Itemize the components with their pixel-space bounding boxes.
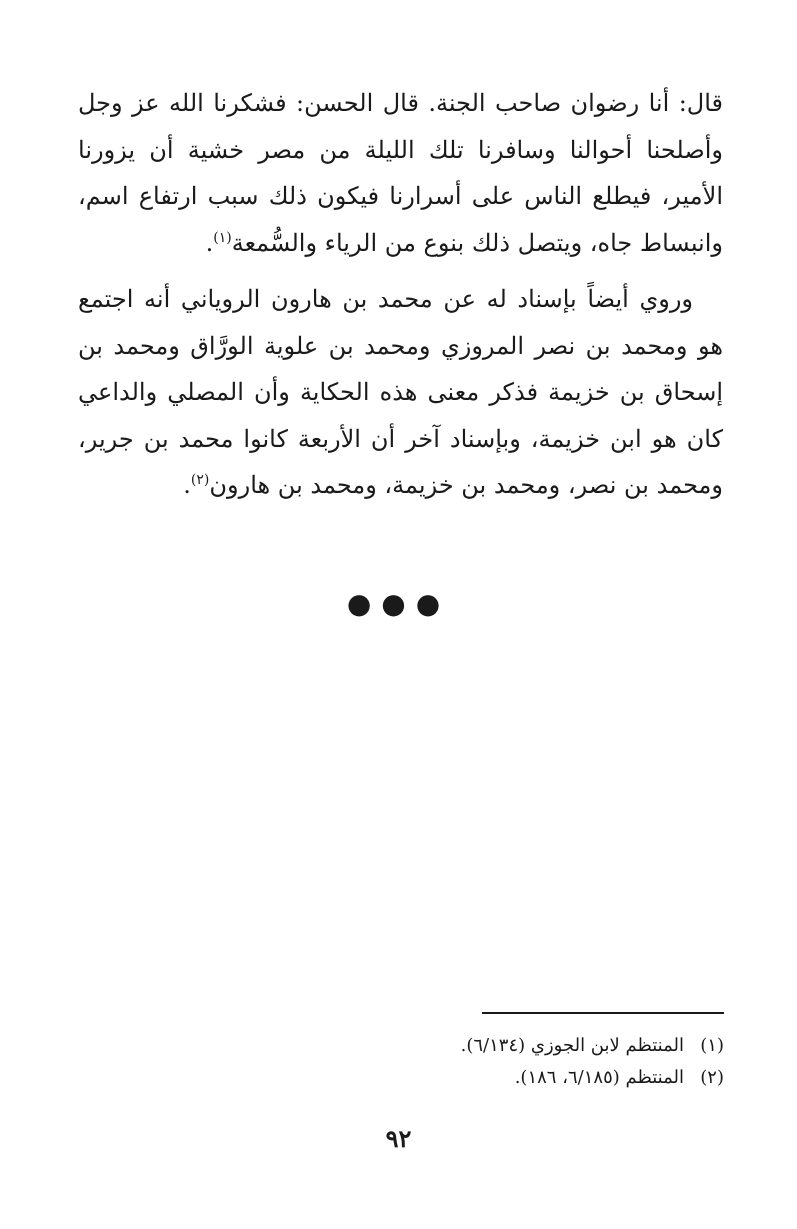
- footnote-1-text: المنتظم لابن الجوزي (٦/١٣٤).: [460, 1035, 684, 1056]
- footnote-1-number: (١): [700, 1035, 724, 1056]
- body-text: [78, 80, 723, 509]
- section-separator: ●●●: [346, 587, 451, 620]
- footnote-ref-1: (١): [213, 229, 232, 246]
- footnote-2: [300, 1062, 724, 1094]
- paragraph-2: [78, 276, 723, 509]
- footnote-ref-2: (٢): [190, 472, 210, 488]
- paragraph-2-text: وروي أيضاً بإسناد له عن محمد بن هارون الروياني أنه اجتمع هو ومحمد بن نصر المروزي ومحمد بن علوية الورَّاق ومحمد بن إسحاق بن خزيمة فذكر معنى هذه الحكاية وأن المصلي والداعي كان هو ابن خزيمة، وبإسناد آخر أن الأربعة كانوا محمد بن جرير، ومحمد بن نصر، ومحمد بن خزيمة، ومحمد بن هارون: [78, 285, 723, 499]
- footnotes: [300, 1030, 724, 1094]
- paragraph-1-end: .: [205, 228, 214, 257]
- footnote-1: [300, 1030, 724, 1062]
- page-number: ٩٢: [385, 1124, 412, 1153]
- paragraph-2-end: .: [183, 471, 191, 499]
- paragraph-1-text: قال: أنا رضوان صاحب الجنة. قال الحسن: فشكرنا الله عز وجل وأصلحنا أحوالنا وسافرنا تلك الليلة من مصر خشية أن يزورنا الأمير، فيطلع الناس على أسرارنا فيكون ذلك سبب ارتفاع اسم، وانبساط جاه، ويتصل ذلك بنوع من الرياء والسُّمعة: [78, 89, 723, 257]
- paragraph-1: [78, 80, 723, 266]
- footnote-divider: [482, 1012, 724, 1014]
- footnote-2-text: المنتظم (٦/١٨٥، ١٨٦).: [514, 1067, 684, 1088]
- footnote-2-number: (٢): [700, 1067, 724, 1088]
